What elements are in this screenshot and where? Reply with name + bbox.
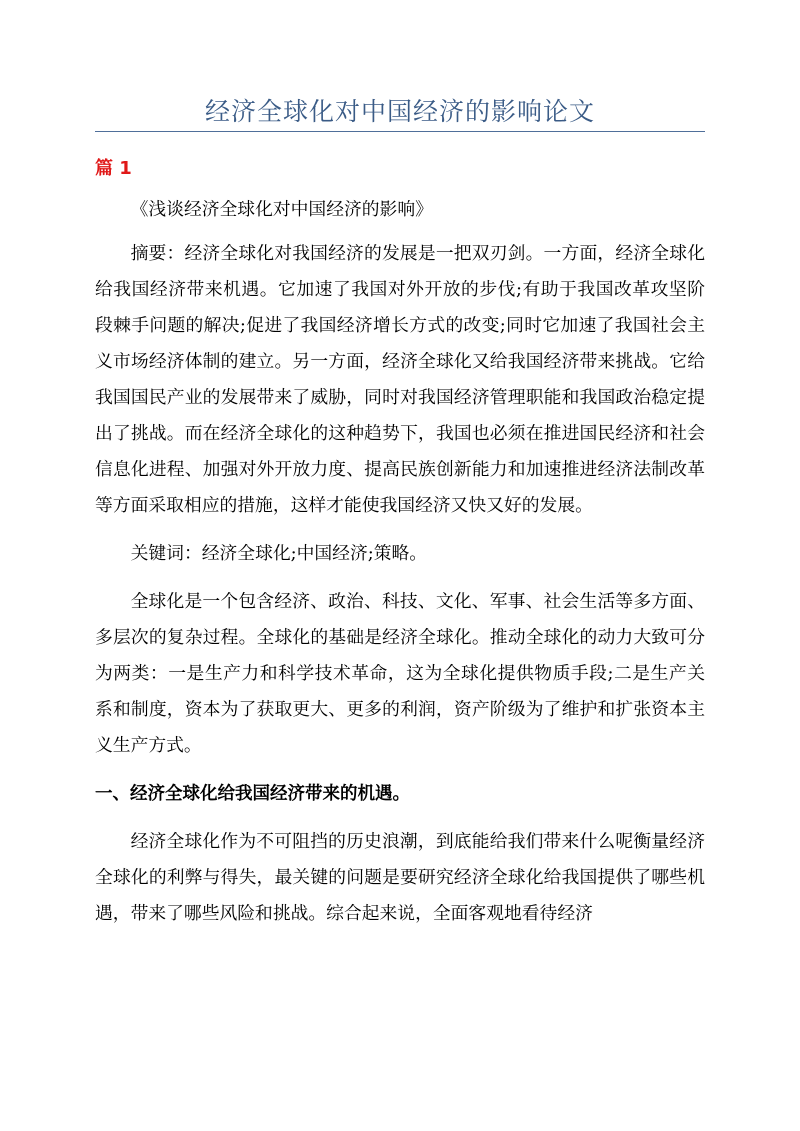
body-paragraph: 经济全球化作为不可阻挡的历史浪潮，到底能给我们带来什么呢衡量经济全球化的利弊与得失，最关键的问题是要研究经济全球化给我国提供了哪些机遇，带来了哪些风险和挑战。综合起来说，全面客观地看待经济: [95, 831, 705, 924]
title-divider: [95, 131, 705, 132]
abstract-paragraph: 摘要：经济全球化对我国经济的发展是一把双刃剑。一方面，经济全球化给我国经济带来机遇。它加速了我国对外开放的步伐;有助于我国改革攻坚阶段棘手问题的解决;促进了我国经济增长方式的改变;同时它加速了我国社会主义市场经济体制的建立。另一方面，经济全球化又给我国经济带来挑战。它给我国国民产业的发展带来了威胁，同时对我国经济管理职能和我国政治稳定提出了挑战。而在经济全球化的这种趋势下，我国也必须在推进国民经济和社会信息化进程、加强对外开放力度、提高民族创新能力和加速推进经济法制改革等方面采取相应的措施，这样才能使我国经济又快又好的发展。: [95, 243, 705, 516]
paper-title: 《浅谈经济全球化对中国经济的影响》: [130, 199, 433, 220]
document-title: 经济全球化对中国经济的影响论文: [204, 97, 595, 126]
document-body: [95, 192, 705, 932]
section-heading: 一、经济全球化给我国经济带来的机遇。: [95, 784, 410, 804]
keywords-paragraph: 关键词：经济全球化;中国经济;策略。: [130, 543, 428, 564]
intro-paragraph: 全球化是一个包含经济、政治、科技、文化、军事、社会生活等多方面、多层次的复杂过程。全球化的基础是经济全球化。推动全球化的动力大致可分为两类：一是生产力和科学技术革命，这为全球化提供物质手段;二是生产关系和制度，资本为了获取更大、更多的利润，资产阶级为了维护和扩张资本主义生产方式。: [95, 591, 705, 756]
section-label: 篇 1: [95, 158, 132, 179]
